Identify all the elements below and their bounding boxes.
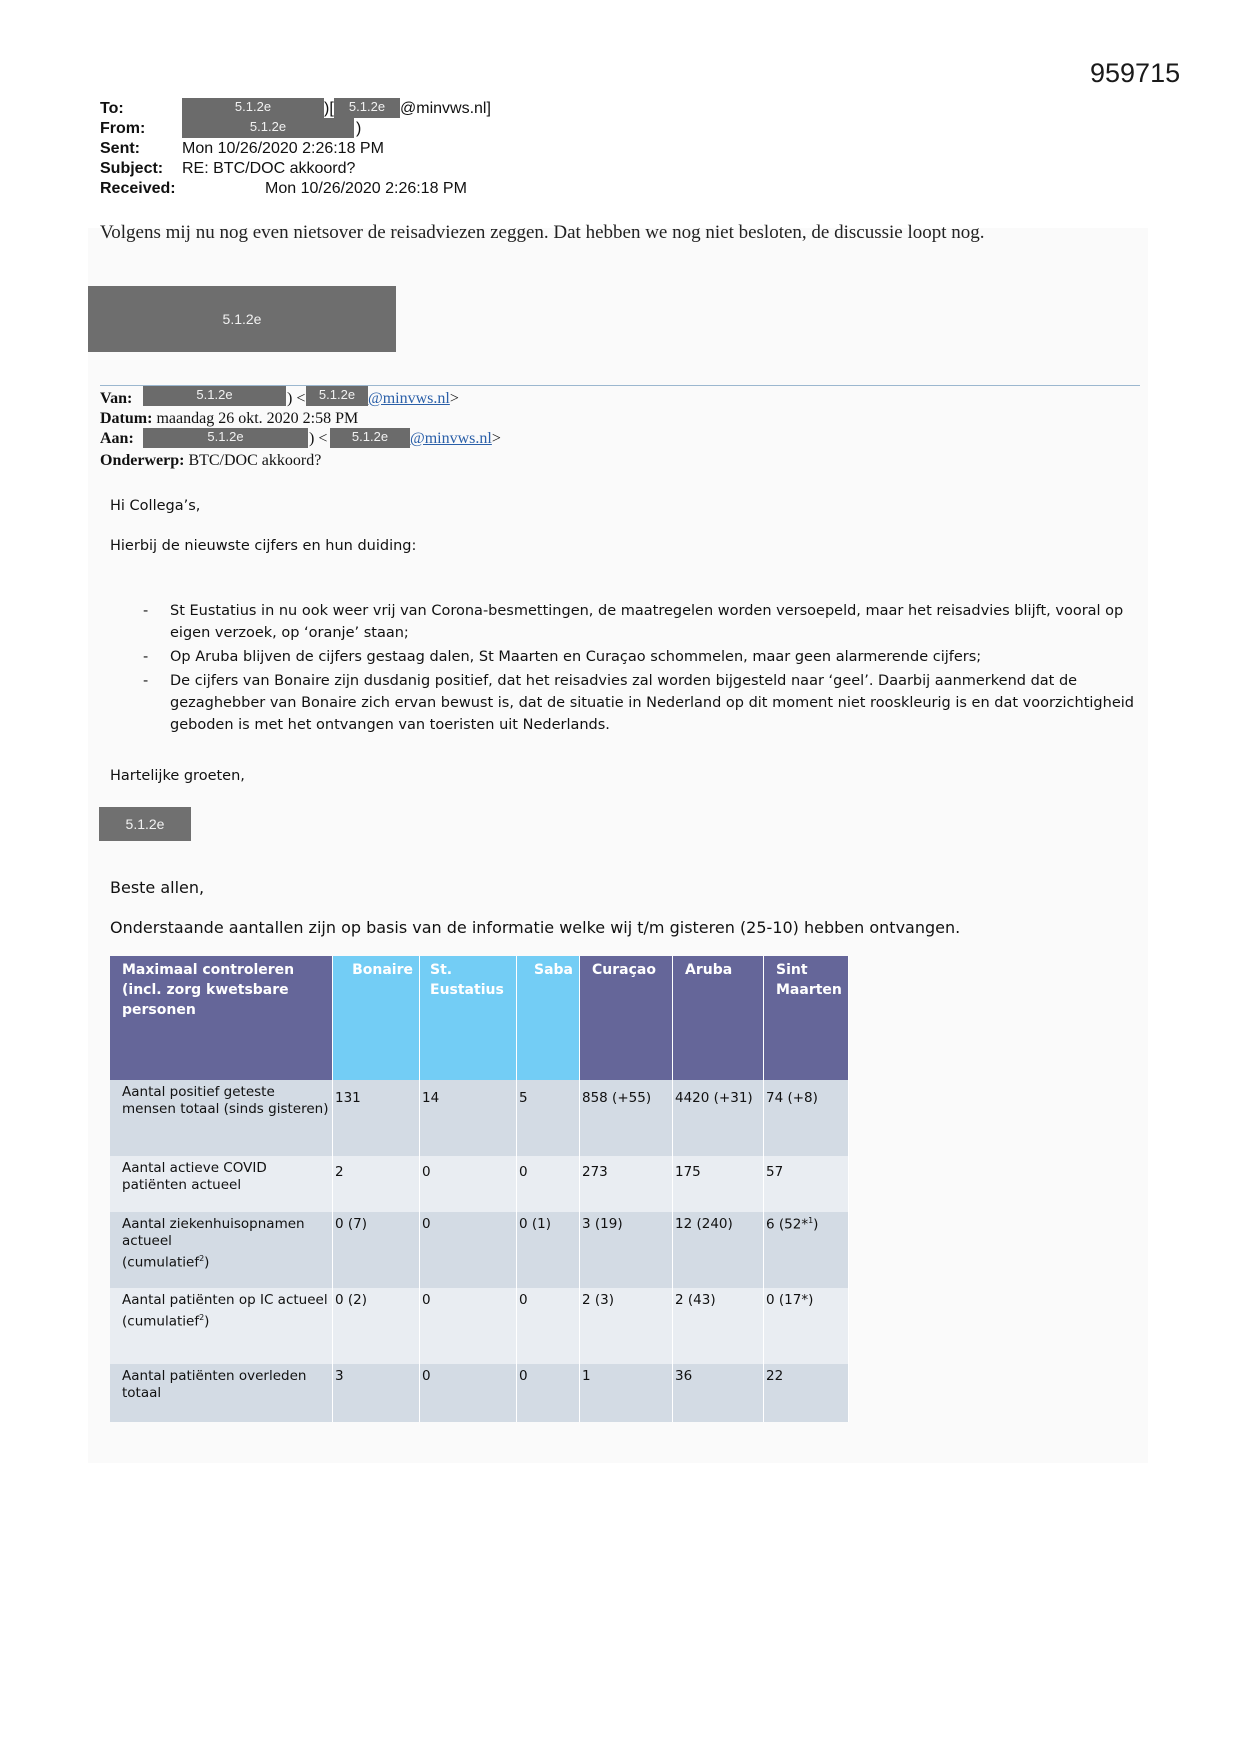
cell: 131 [333, 1080, 420, 1156]
col-header: Curaçao [580, 956, 673, 1080]
bullet-item: - Op Aruba blijven de cijfers gestaag dalen, St Maarten en Curaçao schommelen, maar geen alarmerende cijfers; [140, 646, 1135, 668]
cell: 0 (1) [517, 1212, 580, 1288]
redaction-van-name: 5.1.2e [143, 386, 286, 406]
cell: 858 (+55) [580, 1080, 673, 1156]
subject-label: Subject: [100, 160, 164, 177]
closing: Hartelijke groeten, [110, 768, 245, 784]
table-row [110, 1080, 849, 1156]
bullet-item: - St Eustatius in nu ook weer vrij van Corona-besmettingen, de maatregelen worden versoepeld, maar het reisadvies blijft, vooral op eigen verzoek, op ‘oranje’ staan; [140, 600, 1135, 644]
cell: 57 [764, 1156, 849, 1212]
cell: 36 [673, 1364, 764, 1422]
cell: 74 (+8) [764, 1080, 849, 1156]
aan-bracket: ) < [309, 430, 328, 447]
onderwerp-line: Onderwerp: BTC/DOC akkoord? [100, 452, 322, 469]
cell: 0 [420, 1288, 517, 1364]
table-row [110, 1212, 849, 1288]
col-header: Sint Maarten [764, 956, 849, 1080]
cell: 3 [333, 1364, 420, 1422]
col-header: St. Eustatius [420, 956, 517, 1080]
subject-value: RE: BTC/DOC akkoord? [182, 160, 356, 177]
cell: 0 (2) [333, 1288, 420, 1364]
redaction-signature-block: 5.1.2e [88, 286, 396, 352]
cell: 1 [580, 1364, 673, 1422]
row-label: Aantal patiënten overleden totaal [110, 1364, 333, 1422]
datum-line: Datum: maandag 26 okt. 2020 2:58 PM [100, 410, 359, 427]
intro2: Onderstaande aantallen zijn op basis van de informatie welke wij t/m gisteren (25-10) hebben ontvangen. [110, 918, 961, 937]
to-bracket: )[ [324, 100, 334, 117]
received-value: Mon 10/26/2020 2:26:18 PM [265, 180, 467, 197]
row-label: Aantal actieve COVID patiënten actueel [110, 1156, 333, 1212]
to-label: To: [100, 100, 124, 117]
cell: 14 [420, 1080, 517, 1156]
greeting: Hi Collega’s, [110, 498, 201, 514]
col-header: Bonaire [333, 956, 420, 1080]
cell: 4420 (+31) [673, 1080, 764, 1156]
cell: 0 [517, 1364, 580, 1422]
cell: 22 [764, 1364, 849, 1422]
cell: 0 [420, 1156, 517, 1212]
cell: 2 (3) [580, 1288, 673, 1364]
sent-label: Sent: [100, 140, 140, 157]
table-row [110, 1288, 849, 1364]
covid-stats-table [110, 956, 849, 1422]
cell: 0 [420, 1212, 517, 1288]
table-row [110, 1364, 849, 1422]
cell: 0 (7) [333, 1212, 420, 1288]
redaction-aan-email: 5.1.2e [330, 428, 410, 448]
col-header: Saba [517, 956, 580, 1080]
cell: 175 [673, 1156, 764, 1212]
table-row [110, 1156, 849, 1212]
aan-email[interactable]: @minvws.nl> [410, 430, 501, 447]
from-paren: ) [356, 120, 362, 137]
van-label: Van: [100, 390, 133, 407]
redaction-to-name: 5.1.2e [182, 98, 324, 120]
bullet-list [140, 600, 1135, 738]
cell: 3 (19) [580, 1212, 673, 1288]
redaction-from: 5.1.2e [182, 118, 354, 138]
redaction-to-email: 5.1.2e [334, 98, 400, 118]
bullet-item: - De cijfers van Bonaire zijn dusdanig positief, dat het reisadvies zal worden bijgesteld naar ‘geel’. Daarbij aanmerkend dat de gezaghebber van Bonaire zich ervan bewust is, dat de situatie in Nederland op dit moment niet rooskleurig is en dat voorzichtigheid geboden is met het ontvangen van toeristen uit Nederlands. [140, 670, 1135, 736]
document-number: 959715 [1090, 58, 1181, 88]
cell: 0 [517, 1156, 580, 1212]
cell: 12 (240) [673, 1212, 764, 1288]
to-domain: @minvws.nl] [400, 100, 491, 117]
intro: Hierbij de nieuwste cijfers en hun duiding: [110, 538, 417, 554]
van-email[interactable]: @minvws.nl> [368, 390, 459, 407]
cell: 5 [517, 1080, 580, 1156]
cell: 2 (43) [673, 1288, 764, 1364]
redaction-aan-name: 5.1.2e [143, 428, 308, 448]
cell: 0 [420, 1364, 517, 1422]
received-label: Received: [100, 180, 176, 197]
table-corner-header: Maximaal controleren (incl. zorg kwetsbare personen [110, 956, 333, 1080]
aan-label: Aan: [100, 430, 134, 447]
redaction-sender: 5.1.2e [99, 807, 191, 841]
col-header: Aruba [673, 956, 764, 1080]
from-label: From: [100, 120, 146, 137]
row-label: Aantal patiënten op IC actueel (cumulatief$^2$) [110, 1288, 333, 1364]
row-label: Aantal ziekenhuisopnamen actueel (cumulatief$^2$) [110, 1212, 333, 1288]
cell: 0 [517, 1288, 580, 1364]
cell: 273 [580, 1156, 673, 1212]
row-label: Aantal positief geteste mensen totaal (sinds gisteren) [110, 1080, 333, 1156]
redaction-van-email: 5.1.2e [306, 386, 368, 406]
cell: 2 [333, 1156, 420, 1212]
van-bracket: ) < [287, 390, 306, 407]
beste-allen: Beste allen, [110, 878, 205, 897]
cell: 6 (52*$^1$) [764, 1212, 849, 1288]
sent-value: Mon 10/26/2020 2:26:18 PM [182, 140, 384, 157]
cell: 0 (17*) [764, 1288, 849, 1364]
reply-body: Volgens mij nu nog even nietsover de reisadviezen zeggen. Dat hebben we nog niet besloten, de discussie loopt nog. [100, 222, 985, 243]
